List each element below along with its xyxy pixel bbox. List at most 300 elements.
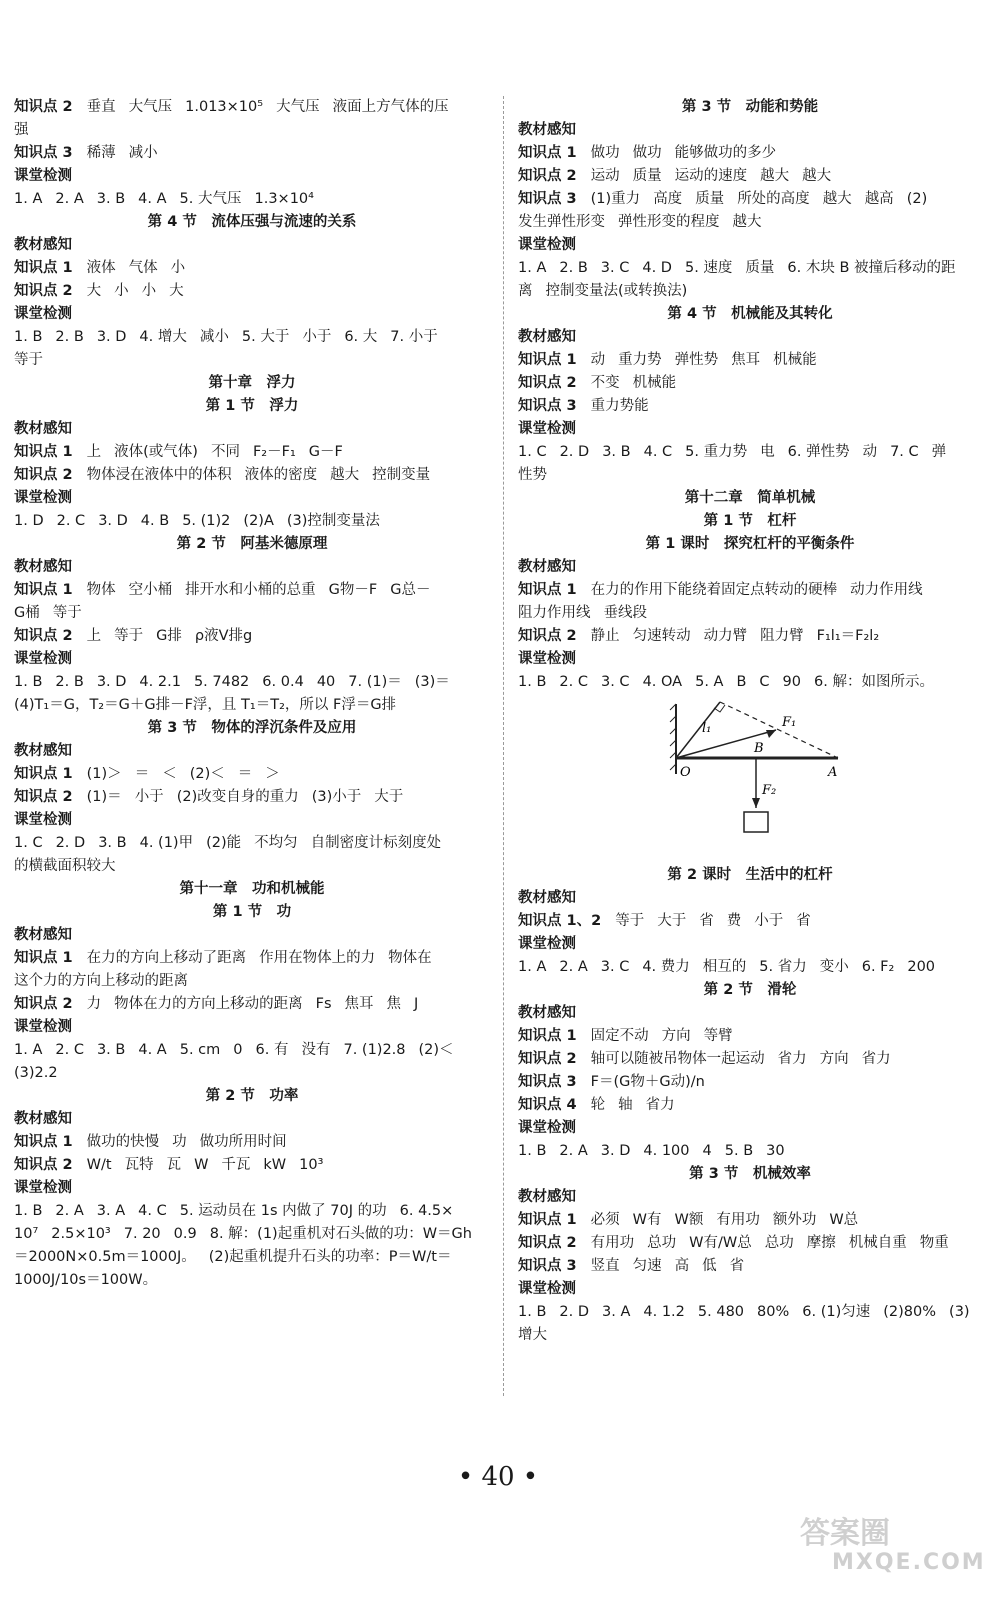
answer-item: G物－F [328, 582, 378, 598]
answer-item: 4. 2.1 [139, 674, 181, 690]
subsection-heading: 教材感知 [518, 559, 576, 575]
answer-item: 1. C [14, 835, 43, 851]
answer-item: ＜ [162, 766, 177, 782]
answer-item: 摩擦 [806, 1235, 836, 1251]
section-title: 第 3 节 物体的浮沉条件及应用 [147, 720, 357, 736]
answer-item: 2.5×10³ [51, 1226, 111, 1242]
subsection-heading: 教材感知 [518, 1005, 576, 1021]
answer-item: 弹 [931, 444, 947, 460]
answer-item: 越大 [760, 168, 790, 184]
answer-item: 必须 [590, 1212, 620, 1228]
answer-item: 1. B [518, 674, 547, 690]
section-title: 第 2 课时 生活中的杠杆 [667, 867, 833, 883]
answer-item: 重力势能 [590, 398, 649, 414]
answer-item: 匀速转动 [632, 628, 691, 644]
answer-item: 上 [86, 444, 102, 460]
answer-item: 离 [518, 283, 533, 299]
subsection-heading: 课堂检测 [518, 936, 576, 952]
answer-item: 强 [14, 122, 29, 138]
answer-item: 6. 4.5× [399, 1203, 454, 1219]
answer-line [518, 211, 982, 234]
answer-item: 3. A [602, 1304, 631, 1320]
answer-item: 方向 [661, 1028, 691, 1044]
answer-item: 6. 木块 B 被撞后移动的距 [787, 260, 956, 276]
answer-item: 5. B [724, 1143, 754, 1159]
answer-item: 小于 [754, 913, 784, 929]
answer-item: 2. B [55, 329, 84, 345]
subsection-heading: 课堂检测 [518, 651, 576, 667]
section-title: 第 4 节 流体压强与流速的关系 [147, 214, 357, 230]
answer-item: (2)＜ [189, 766, 225, 782]
subsection-heading: 课堂检测 [14, 306, 72, 322]
answer-item: 等于 [615, 913, 645, 929]
answer-item: 等臂 [703, 1028, 733, 1044]
answer-item: G桶 [14, 605, 40, 621]
answer-item: 质量 [632, 168, 662, 184]
answer-item: 能够做功的多少 [674, 145, 777, 161]
answer-item: 高度 [653, 191, 683, 207]
answer-item: 机械能 [632, 375, 677, 391]
answer-item: F₁l₁＝F₂l₂ [816, 628, 880, 644]
answer-line [518, 956, 982, 979]
answer-item: 物体 [86, 582, 116, 598]
answer-line [14, 1269, 490, 1292]
answer-item: (3) [949, 1304, 970, 1320]
answer-item: 空小桶 [128, 582, 173, 598]
answer-line [518, 372, 982, 395]
answer-item: 2. D [559, 1304, 590, 1320]
answer-item: 2. B [559, 260, 588, 276]
answer-item: 越大 [732, 214, 762, 230]
answer-line [14, 602, 490, 625]
answer-item: G总－ [390, 582, 431, 598]
answer-item: 30 [766, 1143, 785, 1159]
knowledge-point-label: 知识点 2 [14, 789, 73, 805]
answer-item: kW [263, 1157, 287, 1173]
answer-item: 80% [757, 1304, 790, 1320]
answer-item: 阻力作用线 [518, 605, 591, 621]
answer-item: 6. F₂ [861, 959, 895, 975]
answer-item: 4. A [138, 1042, 167, 1058]
answer-item: 总功 [647, 1235, 677, 1251]
answer-item: W额 [674, 1212, 704, 1228]
answer-item: 重力势 [618, 352, 662, 368]
knowledge-point-label: 知识点 2 [518, 1235, 577, 1251]
answer-line [14, 119, 490, 142]
answer-item: 液体的密度 [244, 467, 318, 483]
answer-item: 物体在 [388, 950, 432, 966]
knowledge-point-label: 知识点 2 [518, 375, 577, 391]
answer-line [14, 763, 490, 786]
knowledge-point-label: 知识点 2 [14, 283, 73, 299]
answer-item: 的横截面积较大 [14, 858, 116, 874]
answer-item: 瓦 [166, 1157, 182, 1173]
answer-item: 在力的作用下能绕着固定点转动的硬棒 [590, 582, 838, 598]
answer-item: 竖直 [590, 1258, 620, 1274]
answer-item: 4. 100 [643, 1143, 690, 1159]
watermark-logo: 答案圈 [800, 1516, 890, 1551]
answer-item: 弹性势 [674, 352, 719, 368]
answer-item: 200 [907, 959, 936, 975]
section-title: 第十章 浮力 [208, 375, 296, 391]
answer-item: F＝(G物＋G动)/n [590, 1074, 705, 1090]
label-b: B [754, 741, 764, 756]
answer-item: 控制变量 [372, 467, 431, 483]
answer-item: 固定不动 [590, 1028, 649, 1044]
section-title: 第十一章 功和机械能 [179, 881, 325, 897]
answer-item: 弹性形变的程度 [618, 214, 720, 230]
answer-item: 物体在力的方向上移动的距离 [114, 996, 303, 1012]
answer-item: (4)T₁＝G，T₂＝G＋G排－F浮，且 T₁＝T₂，所以 F浮＝G排 [14, 697, 397, 713]
knowledge-point-label: 知识点 4 [518, 1097, 577, 1113]
answer-item: 不均匀 [254, 835, 298, 851]
answer-item: 1. C [518, 444, 547, 460]
label-o: O [680, 765, 691, 780]
answer-item: 液面上方气体的压 [332, 99, 449, 115]
answer-item: 轴 [618, 1097, 633, 1113]
answer-line [518, 257, 982, 280]
answer-item: 4. OA [642, 674, 683, 690]
knowledge-point-label: 知识点 2 [518, 628, 577, 644]
answer-line [14, 786, 490, 809]
answer-item: 质量 [695, 191, 725, 207]
answer-item: (3)＝ [414, 674, 450, 690]
answer-item: 发生弹性形变 [518, 214, 605, 230]
subsection-heading: 课堂检测 [14, 490, 72, 506]
answer-item: (1)＞ [86, 766, 122, 782]
answer-item: 总功 [764, 1235, 794, 1251]
knowledge-point-label: 知识点 1 [14, 582, 73, 598]
answer-item: ρ液V排g [194, 628, 253, 644]
answer-item: 2. A [55, 1203, 84, 1219]
answer-item: 省力 [645, 1097, 675, 1113]
answer-line [518, 1232, 982, 1255]
answer-item: 4. 增大 [139, 329, 187, 345]
answer-item: 变小 [819, 959, 849, 975]
answer-item: 3. D [98, 513, 128, 529]
answer-item: 焦耳 [344, 996, 374, 1012]
answer-item: 3. D [96, 329, 127, 345]
subsection-heading: 教材感知 [14, 927, 72, 943]
answer-item: 1. B [14, 674, 43, 690]
answer-item: 不变 [590, 375, 620, 391]
answer-line [518, 1324, 982, 1347]
answer-item: 5. 重力势 [685, 444, 748, 460]
answer-item: 1000J/10s＝100W。 [14, 1272, 158, 1288]
answer-item: 做功的快慢 [86, 1134, 160, 1150]
answer-item: 4. A [138, 191, 167, 207]
answer-item: 3. B [602, 444, 631, 460]
answer-item: 2. C [559, 674, 588, 690]
answer-item: 省力 [861, 1051, 891, 1067]
answer-line [518, 1301, 982, 1324]
answer-item: 方向 [819, 1051, 849, 1067]
answer-line [14, 96, 490, 119]
answer-item: 所处的高度 [737, 191, 810, 207]
answer-line [14, 1131, 490, 1154]
answer-item: 气体 [128, 260, 158, 276]
knowledge-point-label: 知识点 3 [14, 145, 73, 161]
section-title: 第 2 节 滑轮 [703, 982, 797, 998]
answer-item: 大于 [374, 789, 404, 805]
section-title: 第十二章 简单机械 [684, 490, 816, 506]
knowledge-point-label: 知识点 1 [14, 766, 73, 782]
answer-line [14, 1223, 490, 1246]
answer-item: 5. 大于 [241, 329, 290, 345]
answer-line [518, 625, 982, 648]
label-a: A [828, 765, 838, 780]
answer-item: 省 [729, 1258, 745, 1274]
answer-item: 6. 弹性势 [787, 444, 850, 460]
answer-item: (1)重力 [590, 191, 641, 207]
answer-item: 物重 [919, 1235, 949, 1251]
answer-item: 排开水和小桶的总重 [185, 582, 316, 598]
answer-item: 5. 7482 [193, 674, 250, 690]
subsection-heading: 课堂检测 [14, 651, 72, 667]
answer-item: 增大 [518, 1327, 547, 1343]
answer-line [518, 1071, 982, 1094]
label-f1: F₁ [782, 715, 797, 730]
section-title: 第 1 节 杠杆 [703, 513, 797, 529]
subsection-heading: 课堂检测 [14, 168, 72, 184]
answer-line [518, 1140, 982, 1163]
answer-line [518, 464, 982, 487]
answer-item: 力 [86, 996, 102, 1012]
knowledge-point-label: 知识点 1 [14, 1134, 73, 1150]
answer-line [14, 188, 490, 211]
subsection-heading: 课堂检测 [518, 421, 576, 437]
answer-item: 5. 速度 [684, 260, 733, 276]
answer-line [518, 349, 982, 372]
answer-item: 动力作用线 [850, 582, 923, 598]
answer-item: (2)能 [206, 835, 242, 851]
section-title: 第 1 课时 探究杠杆的平衡条件 [645, 536, 855, 552]
knowledge-point-label: 知识点 1 [14, 950, 73, 966]
right-column [518, 96, 982, 1347]
answer-item: 越大 [802, 168, 832, 184]
answer-item: 4. 1.2 [643, 1304, 685, 1320]
answer-item: 3. C [600, 674, 630, 690]
left-column [14, 96, 490, 1292]
answer-item: 6. 有 [255, 1042, 289, 1058]
column-divider [503, 96, 504, 1396]
answer-line [14, 832, 490, 855]
answer-item: 越大 [330, 467, 360, 483]
answer-line [14, 142, 490, 165]
answer-item: B [736, 674, 747, 690]
knowledge-point-label: 知识点 1 [518, 1212, 577, 1228]
knowledge-point-label: 知识点 2 [14, 1157, 73, 1173]
answer-line [14, 694, 490, 717]
answer-item: F₂－F₁ [252, 444, 296, 460]
section-title: 第 4 节 机械能及其转化 [667, 306, 833, 322]
answer-item: 小 [170, 260, 186, 276]
answer-item: 控制变量法(或转换法) [545, 283, 688, 299]
knowledge-point-label: 知识点 3 [518, 191, 577, 207]
subsection-heading: 课堂检测 [518, 1281, 576, 1297]
answer-item: 2. B [55, 674, 84, 690]
answer-item: 4 [702, 1143, 712, 1159]
answer-item: 7. 小于 [390, 329, 438, 345]
answer-item: 大 [169, 283, 184, 299]
answer-item: 功 [172, 1134, 187, 1150]
answer-item: ＝ [237, 766, 253, 782]
answer-item: 4. D [642, 260, 672, 276]
subsection-heading: 课堂检测 [518, 1120, 576, 1136]
answer-item: 1. B [14, 329, 43, 345]
answer-item: 液体(或气体) [114, 444, 198, 460]
answer-item: 动 [590, 352, 606, 368]
knowledge-point-label: 知识点 1 [518, 145, 577, 161]
answer-item: 1.3×10⁴ [254, 191, 314, 207]
answer-item: 1. B [518, 1143, 547, 1159]
answer-item: (2)改变自身的重力 [176, 789, 299, 805]
answer-item: 做功 [632, 145, 662, 161]
answer-line [14, 464, 490, 487]
answer-item: 5. A [695, 674, 724, 690]
answer-line [518, 1048, 982, 1071]
answer-item: 小 [114, 283, 129, 299]
answer-line [518, 188, 982, 211]
answer-item: (2)80% [883, 1304, 937, 1320]
answer-item: 性势 [518, 467, 547, 483]
answer-line [14, 855, 490, 878]
answer-item: 机械自重 [848, 1235, 907, 1251]
answer-item: (2)A [243, 513, 274, 529]
answer-line [518, 910, 982, 933]
answer-item: 5. 480 [697, 1304, 745, 1320]
answer-item: 焦耳 [731, 352, 761, 368]
answer-item: 轮 [590, 1097, 606, 1113]
section-title: 第 1 节 浮力 [205, 398, 299, 414]
answer-item: 大 [86, 283, 102, 299]
answer-item: 小 [141, 283, 157, 299]
answer-line [14, 280, 490, 303]
answer-item: 2. A [55, 191, 84, 207]
answer-line [14, 326, 490, 349]
answer-item: 3. B [96, 191, 126, 207]
answer-item: 1. A [518, 260, 547, 276]
watermark-url: MXQE.COM [832, 1550, 986, 1575]
knowledge-point-label: 知识点 2 [518, 1051, 577, 1067]
answer-item: 做功 [590, 145, 620, 161]
answer-item: 4. B [140, 513, 170, 529]
knowledge-point-label: 知识点 3 [518, 1074, 577, 1090]
answer-item: 7. (1)＝ [348, 674, 402, 690]
answer-item: 稀薄 [86, 145, 116, 161]
answer-item: 3. B [96, 1042, 126, 1058]
subsection-heading: 教材感知 [518, 122, 576, 138]
subsection-heading: 教材感知 [14, 237, 72, 253]
subsection-heading: 教材感知 [14, 743, 72, 759]
answer-item: 3. D [96, 674, 127, 690]
answer-item: ＝2000N×0.5m＝1000J。 [14, 1249, 196, 1265]
answer-item: 4. 费力 [642, 959, 690, 975]
answer-item: 1. A [518, 959, 547, 975]
answer-line [518, 441, 982, 464]
section-title: 第 2 节 阿基米德原理 [176, 536, 328, 552]
answer-item: C [759, 674, 770, 690]
answer-item: ＞ [265, 766, 280, 782]
answer-item: W/t [86, 1157, 112, 1173]
section-title: 第 2 节 功率 [205, 1088, 299, 1104]
answer-item: 作用在物体上的力 [259, 950, 376, 966]
answer-item: (1)＝ [86, 789, 122, 805]
answer-item: 10⁷ [14, 1226, 39, 1242]
answer-item: 大气压 [128, 99, 173, 115]
answer-item: 0 [233, 1042, 243, 1058]
answer-item: (3)2.2 [14, 1065, 58, 1081]
answer-item: W有 [632, 1212, 662, 1228]
answer-item: 4. C [643, 444, 673, 460]
knowledge-point-label: 知识点 1 [518, 352, 577, 368]
answer-item: 1. A [14, 1042, 43, 1058]
section-title: 第 1 节 功 [212, 904, 292, 920]
answer-line [14, 579, 490, 602]
answer-item: 不同 [210, 444, 240, 460]
page-number: • 40 • [457, 1462, 539, 1492]
knowledge-point-label: 知识点 2 [14, 99, 73, 115]
answer-item: 省 [796, 913, 811, 929]
answer-item: 小于 [134, 789, 164, 805]
answer-item: 1. A [14, 191, 43, 207]
answer-item: 垂直 [86, 99, 116, 115]
knowledge-point-label: 知识点 1 [518, 582, 577, 598]
answer-item: 物体浸在液体中的体积 [86, 467, 232, 483]
answer-item: 10³ [299, 1157, 324, 1173]
answer-item: 越高 [864, 191, 894, 207]
answer-line [14, 970, 490, 993]
answer-item: 5. (1)2 [182, 513, 231, 529]
answer-line [14, 1039, 490, 1062]
knowledge-point-label: 知识点 1 [14, 444, 73, 460]
answer-item: 动力臂 [703, 628, 748, 644]
answer-line [518, 280, 982, 303]
answer-item: 这个力的方向上移动的距离 [14, 973, 188, 989]
answer-item: 相互的 [702, 959, 747, 975]
answer-item: (2) [906, 191, 928, 207]
answer-item: 动 [862, 444, 878, 460]
answer-item: 6. (1)匀速 [802, 1304, 871, 1320]
answer-item: 等于 [52, 605, 82, 621]
answer-item: 千瓦 [221, 1157, 251, 1173]
answer-item: 运动的速度 [674, 168, 748, 184]
answer-item: 质量 [745, 260, 775, 276]
answer-item: 等于 [14, 352, 43, 368]
answer-line [14, 671, 490, 694]
lever-diagram [518, 694, 982, 864]
answer-item: 2. C [56, 513, 86, 529]
answer-item: 4. C [138, 1203, 167, 1219]
answer-line [518, 602, 982, 625]
subsection-heading: 教材感知 [14, 1111, 72, 1127]
answer-item: 减小 [199, 329, 229, 345]
answer-item: W [194, 1157, 209, 1173]
answer-item: G排 [156, 628, 182, 644]
label-f2: F₂ [762, 783, 777, 798]
answer-item: Fs [315, 996, 332, 1012]
section-title: 第 3 节 动能和势能 [681, 99, 819, 115]
answer-item: 2. D [55, 835, 86, 851]
answer-line [14, 1200, 490, 1223]
answer-item: 2. A [559, 1143, 588, 1159]
answer-item: 6. 解：如图所示。 [814, 674, 934, 690]
answer-item: 2. D [559, 444, 590, 460]
answer-item: 额外功 [772, 1212, 817, 1228]
answer-item: W有/W总 [689, 1235, 752, 1251]
answer-item: 3. C [600, 959, 630, 975]
answer-line [14, 349, 490, 372]
